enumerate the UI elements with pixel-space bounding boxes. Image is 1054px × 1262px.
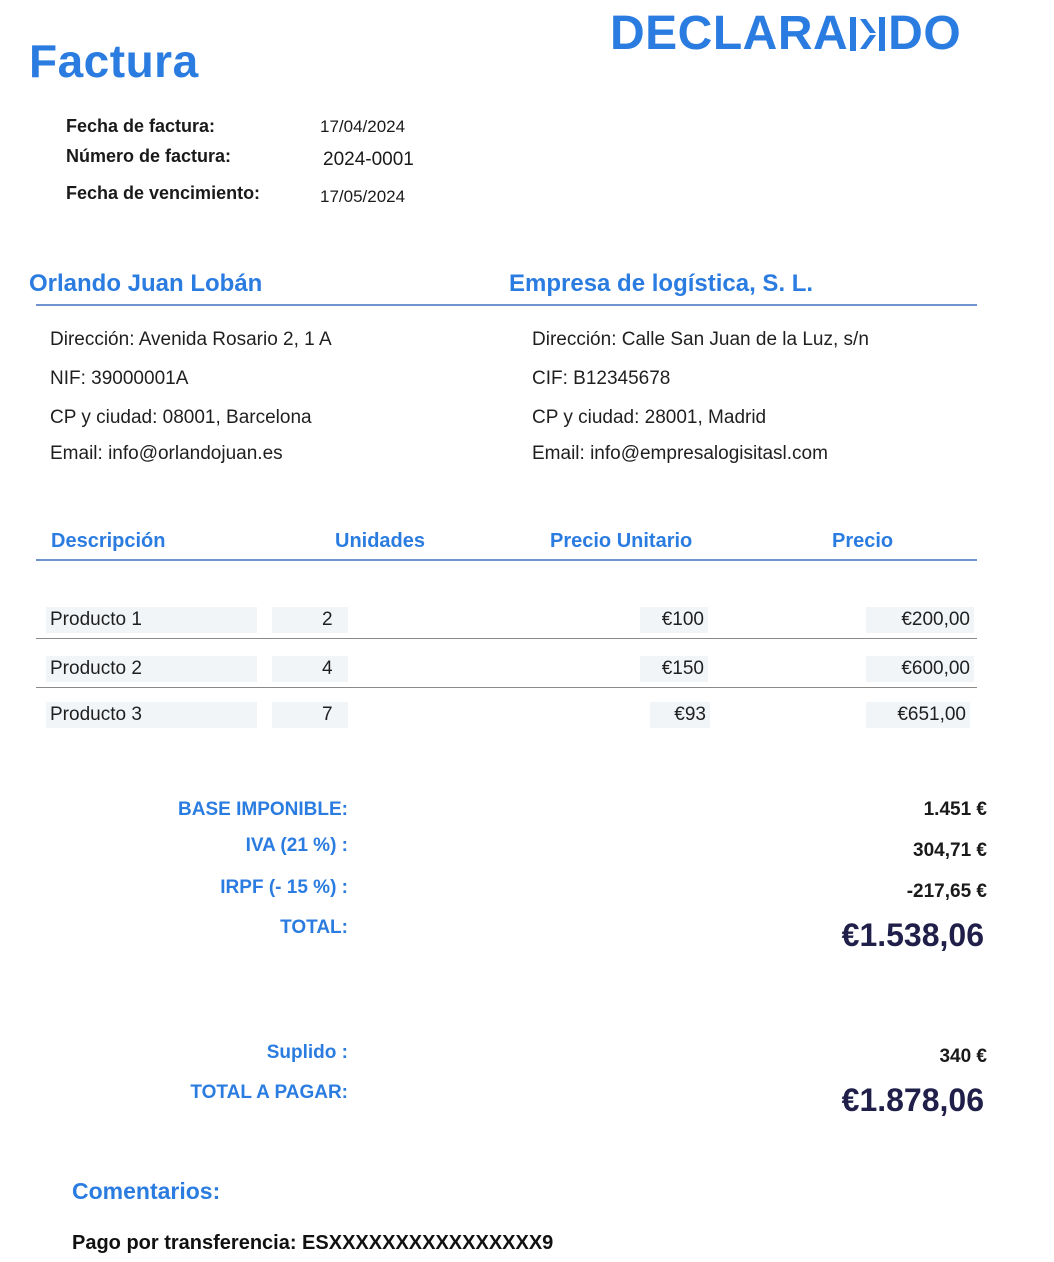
total-a-pagar-label: TOTAL A PAGAR: xyxy=(190,1082,348,1103)
client-email: Email: info@empresalogisitasl.com xyxy=(532,443,828,464)
irpf-label: IRPF (- 15 %) : xyxy=(220,877,348,898)
row-unit-price: €150 xyxy=(640,656,708,682)
logo-text-right: DO xyxy=(888,7,962,60)
row-description: Producto 1 xyxy=(46,607,257,633)
base-imponible-label: BASE IMPONIBLE: xyxy=(178,799,348,820)
issuer-city: CP y ciudad: 08001, Barcelona xyxy=(50,407,312,428)
row-units: 7 xyxy=(272,702,348,728)
table-header-divider xyxy=(36,559,977,561)
comments-heading: Comentarios: xyxy=(72,1178,221,1204)
total-a-pagar-value: €1.878,06 xyxy=(841,1082,984,1118)
invoice-title: Factura xyxy=(29,35,199,87)
invoice-date-value: 17/04/2024 xyxy=(320,117,406,136)
row-description: Producto 3 xyxy=(46,702,257,728)
row-price: €200,00 xyxy=(866,607,974,633)
invoice-number-label: Número de factura: xyxy=(66,146,232,166)
table-row xyxy=(0,656,1054,684)
due-date-label: Fecha de vencimiento: xyxy=(66,183,261,203)
logo-text-left: DECLARA xyxy=(610,7,849,60)
row-price: €600,00 xyxy=(866,656,974,682)
suplido-value: 340 € xyxy=(939,1046,987,1067)
suplido-label: Suplido : xyxy=(266,1042,348,1063)
row-unit-price: €100 xyxy=(640,607,708,633)
row-units: 2 xyxy=(272,607,348,633)
column-header-price: Precio xyxy=(832,530,894,552)
iva-value: 304,71 € xyxy=(913,840,987,861)
invoice-number-value: 2024-0001 xyxy=(323,149,414,170)
row-units: 4 xyxy=(272,656,348,682)
column-header-description: Descripción xyxy=(51,530,166,552)
row-description: Producto 2 xyxy=(46,656,257,682)
base-imponible-value: 1.451 € xyxy=(923,799,987,820)
table-row xyxy=(0,702,1054,730)
comments-text: Pago por transferencia: ESXXXXXXXXXXXXXXXX9 xyxy=(72,1232,554,1254)
issuer-email: Email: info@orlandojuan.es xyxy=(50,443,283,464)
client-name: Empresa de logística, S. L. xyxy=(509,270,814,297)
client-cif: CIF: B12345678 xyxy=(532,368,671,389)
row-unit-price: €93 xyxy=(650,702,710,728)
due-date-value: 17/05/2024 xyxy=(320,187,406,206)
row-divider xyxy=(36,638,977,639)
issuer-nif: NIF: 39000001A xyxy=(50,368,189,389)
row-divider xyxy=(36,687,977,688)
issuer-name: Orlando Juan Lobán xyxy=(29,270,263,297)
table-row xyxy=(0,607,1054,635)
client-address: Dirección: Calle San Juan de la Luz, s/n xyxy=(532,329,869,350)
issuer-address: Dirección: Avenida Rosario 2, 1 A xyxy=(50,329,332,350)
irpf-value: -217,65 € xyxy=(906,881,987,902)
total-label: TOTAL: xyxy=(280,917,348,938)
column-header-units: Unidades xyxy=(335,530,426,552)
party-divider xyxy=(36,304,977,306)
logo-n-mark-icon xyxy=(848,13,888,55)
invoice-date-label: Fecha de factura: xyxy=(66,116,216,136)
iva-label: IVA (21 %) : xyxy=(245,835,348,856)
row-price: €651,00 xyxy=(866,702,970,728)
client-city: CP y ciudad: 28001, Madrid xyxy=(532,407,767,428)
declarando-logo xyxy=(610,6,961,61)
total-value: €1.538,06 xyxy=(841,917,984,953)
column-header-unit-price: Precio Unitario xyxy=(550,530,693,552)
